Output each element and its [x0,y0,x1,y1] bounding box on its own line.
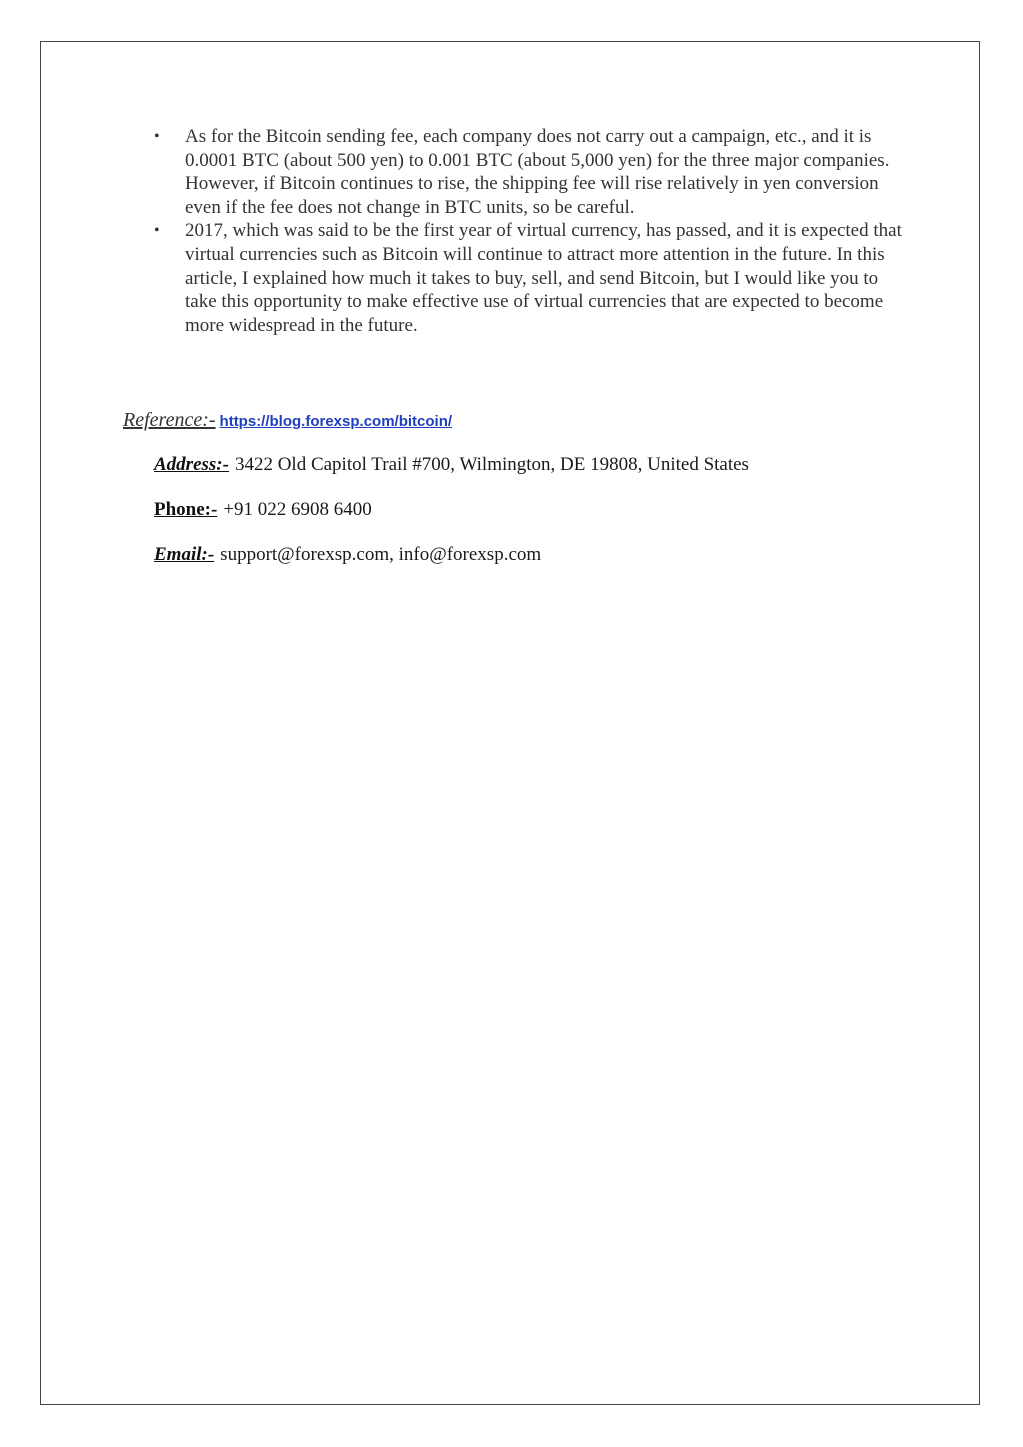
phone-line [154,499,372,521]
phone-label: Phone:- [154,499,218,520]
address-line [154,454,749,476]
reference-label: Reference:- [123,409,216,431]
bullet-item-sending-fee [154,125,910,219]
address-value: 3422 Old Capitol Trail #700, Wilmington, DE 19808, United States [234,454,749,475]
bullet-list [154,125,910,337]
bullet-dot-icon: • [154,128,160,145]
address-label: Address:- [154,454,229,475]
reference-line [123,409,452,432]
bullet-text: 2017, which was said to be the first year of virtual currency, has passed, and it is expected that virtual currencies such as Bitcoin will continue to attract more attention in the future. In this article, I explained how much it takes to buy, sell, and send Bitcoin, but I would like you to take this opportunity to make effective use of virtual currencies that are expected to become more widespread in the future. [185,220,902,336]
email-value: support@forexsp.com, info@forexsp.com [220,544,542,565]
email-line [154,544,541,566]
reference-link[interactable]: https://blog.forexsp.com/bitcoin/ [219,413,453,430]
bullet-dot-icon: • [154,222,160,240]
email-label: Email:- [154,544,215,565]
bullet-item-virtual-currency [154,219,910,337]
bullet-text: As for the Bitcoin sending fee, each company does not carry out a campaign, etc., and it is 0.0001 BTC (about 500 yen) to 0.001 BTC (about 5,000 yen) for the three major companies. However, if Bitcoin continues to rise, the shipping fee will rise relatively in yen conversion even if the fee does not change in BTC units, so be careful. [185,126,890,218]
phone-value: +91 022 6908 6400 [223,499,372,520]
